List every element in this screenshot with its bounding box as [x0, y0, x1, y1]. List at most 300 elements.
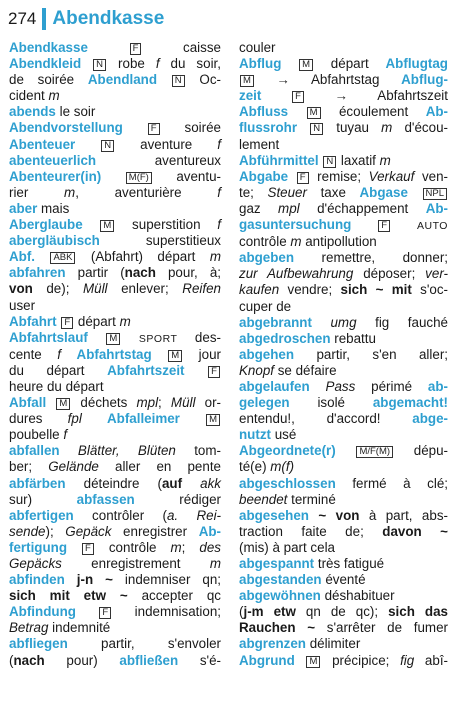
grammar-tag: M — [56, 398, 70, 410]
bold-phrase: Rauchen ~ — [239, 620, 316, 636]
definition-text: aventu- — [152, 168, 221, 184]
definition-text: mais — [37, 200, 70, 216]
headword: Abführmittel — [239, 152, 319, 168]
definition-text — [309, 508, 318, 523]
headword: Abgrund — [239, 652, 295, 668]
bold-phrase: davon ~ — [382, 523, 448, 539]
headword: abgedroschen — [239, 330, 331, 346]
dictionary-line — [9, 281, 221, 297]
definition-text — [46, 395, 55, 410]
italic-label: m — [170, 539, 182, 555]
definition-text: départ — [314, 56, 386, 72]
headword: fertigung — [9, 539, 68, 555]
dictionary-line — [239, 653, 448, 669]
italic-label: ver- — [425, 266, 448, 282]
headword: Abfall — [9, 395, 47, 411]
definition-text — [121, 330, 139, 345]
italic-label: Blätter, Blüten — [77, 443, 176, 459]
dictionary-line — [239, 540, 448, 556]
italic-label: f — [155, 56, 160, 72]
headword: abgespannt — [239, 556, 315, 571]
definition-text — [185, 363, 208, 378]
dictionary-line — [239, 104, 448, 120]
headword: Abendvorstellung — [9, 120, 123, 136]
italic-label: a. Rei- — [166, 507, 221, 523]
dictionary-line — [239, 266, 448, 282]
italic-label: zur Aufbewahrung — [239, 266, 354, 282]
definition-text: s'arrêter de fumer — [315, 620, 448, 636]
dictionary-line — [239, 40, 448, 56]
page-title: Abendkasse — [52, 8, 165, 29]
definition-text — [336, 443, 356, 458]
definition-text — [88, 40, 129, 55]
italic-label: fpl — [67, 411, 82, 427]
definition-text — [310, 379, 326, 394]
bold-phrase: j-n ~ — [76, 572, 113, 588]
dictionary-line — [9, 249, 221, 265]
dictionary-line — [239, 604, 448, 620]
definition-text: sur) — [9, 491, 77, 507]
definition-text: pour, à; — [155, 265, 221, 281]
definition-text — [83, 217, 100, 232]
dictionary-line — [239, 459, 448, 475]
dictionary-line — [239, 282, 448, 298]
definition-text: ven- — [414, 168, 448, 184]
headword: abfallen — [9, 443, 60, 459]
italic-label: f — [217, 184, 222, 200]
dictionary-line — [9, 265, 221, 281]
definition-text: de soirée — [9, 72, 88, 88]
grammar-tag: F — [297, 172, 309, 184]
definition-text: ; — [158, 395, 171, 411]
definition-text: s'oc- — [411, 282, 448, 298]
definition-text — [391, 217, 417, 232]
headword: flussrohr — [239, 120, 298, 136]
grammar-tag: M(F) — [126, 172, 152, 184]
definition-text — [101, 169, 125, 184]
definition-text: le soir — [55, 104, 96, 120]
grammar-tag: N — [323, 156, 336, 168]
definition-text: partir, s'en aller; — [294, 346, 448, 362]
grammar-tag: ABK — [50, 252, 75, 264]
headword: Abgabe — [239, 168, 289, 184]
italic-label: sende — [9, 523, 46, 539]
definition-text — [180, 411, 205, 426]
dictionary-line — [239, 137, 448, 153]
headword: abfärben — [9, 475, 66, 491]
definition-text: superstition — [115, 217, 218, 233]
dictionary-line — [239, 331, 448, 347]
definition-text: soirée — [160, 120, 221, 136]
dictionary-line — [239, 620, 448, 636]
dictionary-line — [9, 153, 221, 169]
dictionary-line — [239, 315, 448, 331]
dictionary-line — [9, 620, 221, 636]
subject-label: AUTO — [417, 220, 448, 233]
definition-text: usé — [270, 427, 297, 443]
italic-label: mpl — [278, 200, 300, 216]
italic-label: Reifen — [182, 281, 221, 297]
definition-text: fermé à clé; — [335, 475, 448, 491]
grammar-tag: NPL — [423, 188, 447, 200]
dictionary-line — [239, 153, 448, 169]
definition-text: antipollution — [301, 234, 377, 250]
dictionary-line — [239, 120, 448, 136]
headword: Abgase — [359, 184, 408, 200]
definition-text: des- — [177, 329, 221, 345]
grammar-tag: M — [206, 414, 220, 426]
definition-text: de); — [32, 281, 83, 297]
grammar-tag: M — [100, 220, 114, 232]
headword: Abfahrtszeit — [107, 362, 185, 378]
definition-text: terminé — [287, 491, 336, 507]
definition-text: accepter qc — [127, 588, 221, 604]
dictionary-line — [9, 330, 221, 347]
definition-text: précipice; — [321, 652, 401, 668]
italic-label: Betrag — [9, 620, 49, 636]
definition-text: rier — [9, 184, 65, 200]
definition-text: cuper de — [239, 298, 292, 314]
dictionary-line — [239, 636, 448, 652]
definition-text: indemniser qn; — [112, 572, 221, 588]
dictionary-line — [9, 379, 221, 395]
dictionary-line — [239, 524, 448, 540]
dictionary-line — [239, 427, 448, 443]
definition-text: → Abfahrtstag — [254, 72, 402, 88]
grammar-tag: N — [93, 59, 106, 71]
headword: Abfahrt — [9, 313, 57, 329]
headword: Abfalleimer — [106, 411, 180, 427]
definition-text: déposer; — [353, 266, 426, 282]
dictionary-line — [9, 604, 221, 620]
dictionary-line — [9, 653, 221, 669]
headword: Abenteurer(in) — [9, 168, 102, 184]
definition-text — [351, 217, 377, 232]
definition-text: rédiger — [134, 491, 221, 507]
headword: Abendkasse — [9, 40, 88, 55]
dictionary-line — [239, 72, 448, 88]
headword: abfliegen — [9, 636, 68, 652]
headword: abgehen — [239, 346, 295, 362]
dictionary-line — [9, 88, 221, 104]
page-number: 274 — [8, 9, 37, 28]
italic-label: m — [209, 556, 221, 571]
definition-text — [408, 185, 422, 200]
dictionary-line — [9, 492, 221, 508]
definition-text: gaz — [239, 200, 279, 216]
left-column — [9, 40, 221, 669]
dictionary-line — [9, 540, 221, 556]
italic-label: mpl — [136, 395, 159, 411]
definition-text: té(e) — [239, 459, 271, 475]
definition-text: du départ — [9, 362, 108, 378]
dictionary-line — [239, 299, 448, 315]
definition-text — [75, 137, 100, 152]
definition-text: très fatigué — [314, 556, 385, 571]
definition-text: → Abfahrtszeit — [304, 88, 448, 104]
definition-text — [82, 411, 107, 426]
definition-text: remise; — [309, 168, 369, 184]
definition-text: d'échappement — [299, 200, 426, 216]
bold-phrase: sich das — [388, 604, 448, 620]
headword: Abfindung — [9, 604, 76, 620]
dictionary-line — [9, 588, 221, 604]
dictionary-line — [9, 298, 221, 314]
dictionary-line — [9, 459, 221, 475]
grammar-tag: M — [168, 350, 182, 362]
bold-phrase: j-m etw — [243, 604, 296, 620]
headword: abgemacht! — [372, 395, 448, 411]
grammar-tag: F — [82, 543, 94, 555]
definition-text: ; — [181, 539, 200, 555]
bold-phrase: nach — [124, 265, 156, 281]
dictionary-line — [239, 56, 448, 72]
definition-text — [319, 153, 323, 168]
definition-text: superstitieux — [99, 233, 221, 249]
definition-text: délimiter — [305, 636, 361, 652]
right-column — [239, 40, 448, 669]
headword: Abfahrtslauf — [9, 329, 88, 345]
dictionary-line — [9, 137, 221, 153]
italic-label: m(f) — [270, 459, 295, 475]
definition-text: enlever; — [107, 281, 183, 297]
definition-text: couler — [239, 40, 276, 55]
definition-text: se défaire — [274, 362, 337, 378]
definition-text — [312, 315, 331, 330]
definition-text: partir ( — [65, 265, 125, 281]
definition-text: remettre, donner; — [294, 250, 448, 266]
grammar-tag: M — [307, 107, 321, 119]
definition-text: du soir, — [159, 56, 221, 72]
headword: Abfluss — [239, 104, 289, 120]
dictionary-line — [9, 233, 221, 249]
headword: Abendland — [87, 72, 158, 88]
dictionary-line — [239, 250, 448, 266]
definition-text — [123, 120, 147, 135]
definition-text — [60, 443, 78, 458]
dictionary-line — [239, 169, 448, 185]
definition-text: ber; — [9, 459, 49, 475]
dictionary-line — [239, 492, 448, 508]
grammar-tag: F — [99, 607, 111, 619]
definition-text: cente — [9, 346, 58, 362]
dictionary-line — [239, 443, 448, 459]
definition-text: entendu!, d'accord! — [239, 411, 413, 427]
headword: abgesehen — [239, 507, 309, 523]
grammar-tag: N — [101, 140, 114, 152]
italic-label: m — [119, 313, 131, 329]
italic-label: des — [199, 539, 221, 555]
definition-text: dépu- — [394, 443, 448, 459]
definition-text: jour — [183, 346, 221, 362]
grammar-tag: F — [148, 123, 160, 135]
definition-text: robe — [107, 56, 156, 72]
definition-text — [65, 572, 77, 587]
dictionary-line — [239, 411, 448, 427]
italic-label: beendet — [239, 491, 288, 507]
grammar-tag: F — [292, 91, 304, 103]
grammar-tag: N — [310, 123, 323, 135]
definition-text: Oc- — [185, 72, 221, 88]
headword: zeit — [239, 88, 262, 104]
headword: Abfahrtstag — [76, 346, 152, 362]
dictionary-line — [239, 556, 448, 572]
definition-text — [295, 653, 306, 668]
dictionary-line — [239, 572, 448, 588]
italic-label: Steuer — [267, 184, 307, 200]
definition-text — [81, 56, 92, 71]
italic-label: m — [381, 120, 393, 136]
definition-text: ( — [9, 652, 14, 668]
definition-text — [88, 330, 106, 345]
subject-label: SPORT — [138, 332, 178, 345]
headword: Aberglaube — [9, 217, 83, 233]
dictionary-line — [9, 314, 221, 330]
definition-text: départ — [74, 313, 120, 329]
dictionary-line — [9, 201, 221, 217]
italic-label: fig — [400, 652, 415, 668]
italic-label: m — [379, 152, 391, 168]
definition-text: poubelle — [9, 427, 64, 443]
definition-text: user — [9, 297, 36, 313]
dictionary-line — [9, 395, 221, 411]
definition-text — [288, 104, 305, 119]
dictionary-line — [9, 56, 221, 72]
headword: gasuntersuchung — [239, 217, 352, 233]
definition-text: aller en pente — [98, 459, 221, 475]
definition-text: d'écou- — [392, 120, 448, 136]
headword: abgrenzen — [239, 636, 306, 652]
definition-text: aventureux — [96, 152, 221, 168]
headword: Abflugtag — [385, 56, 448, 72]
headword: abgewöhnen — [239, 588, 321, 604]
grammar-tag: M/F(M) — [356, 446, 393, 458]
headword: abends — [9, 104, 56, 120]
italic-label: Knopf — [239, 362, 274, 378]
definition-text: partir, s'envoler — [67, 636, 221, 652]
definition-text: contrôle — [239, 234, 291, 250]
definition-text: pour) — [44, 652, 120, 668]
grammar-tag: M — [306, 656, 320, 668]
dictionary-line — [239, 363, 448, 379]
grammar-tag: M — [240, 75, 254, 87]
definition-text: s'é- — [178, 652, 221, 668]
dictionary-line — [9, 40, 221, 56]
definition-text — [281, 56, 298, 71]
definition-text: laxatif — [337, 152, 380, 168]
definition-text: déchets — [71, 395, 137, 411]
headword: Ab- — [425, 200, 448, 216]
dictionary-line — [239, 347, 448, 363]
italic-label: Verkauf — [368, 168, 415, 184]
bold-phrase: sich mit etw ~ — [9, 588, 128, 604]
dictionary-line — [239, 476, 448, 492]
definition-text: dures — [9, 411, 68, 427]
headword: Abendkleid — [9, 56, 82, 72]
definition-text: ( — [239, 604, 244, 620]
dictionary-line — [9, 72, 221, 88]
italic-label: m — [209, 249, 221, 265]
bold-phrase: von — [9, 281, 33, 297]
grammar-tag: F — [208, 366, 220, 378]
italic-label: m — [64, 184, 76, 200]
definition-text — [157, 72, 171, 87]
definition-text — [76, 604, 98, 619]
dictionary-line — [239, 201, 448, 217]
dictionary-line — [9, 217, 221, 233]
headword: Abf. — [9, 249, 36, 265]
headword: abergläubisch — [9, 233, 100, 249]
definition-text: qn de qc); — [295, 604, 389, 620]
definition-text: (Abfahrt) départ — [76, 249, 210, 265]
definition-text — [61, 347, 77, 362]
headword: abgeben — [239, 250, 295, 266]
definition-text: enregistrement — [61, 556, 210, 571]
dictionary-line — [239, 588, 448, 604]
headword: abge- — [412, 411, 448, 427]
headword: ab- — [427, 378, 448, 394]
italic-label: Müll — [170, 395, 196, 411]
headword: abgestanden — [239, 572, 322, 588]
dictionary-line — [9, 427, 221, 443]
definition-text — [288, 169, 296, 184]
dictionary-line — [9, 185, 221, 201]
dictionary-line — [9, 120, 221, 136]
dictionary-line — [9, 524, 221, 540]
headword: abfahren — [9, 265, 66, 281]
definition-text — [152, 347, 168, 362]
definition-text: à part, abs- — [359, 507, 448, 523]
dictionary-line — [9, 443, 221, 459]
dictionary-line — [239, 217, 448, 234]
definition-text: écoulement — [321, 104, 426, 120]
dictionary-line — [239, 88, 448, 104]
dictionary-line — [9, 508, 221, 524]
definition-text: tom- — [175, 443, 221, 459]
italic-label: Gepäcks — [9, 556, 62, 571]
definition-text: déteindre ( — [65, 475, 162, 491]
italic-label: kaufen — [239, 282, 280, 298]
definition-text: rebattu — [330, 330, 376, 346]
definition-text: enregistrer — [111, 523, 199, 539]
page-header — [8, 4, 164, 34]
definition-text: déshabituer — [320, 588, 395, 604]
definition-text — [182, 476, 200, 491]
italic-label: Gelände — [48, 459, 99, 475]
definition-text: fig fauché — [356, 314, 448, 330]
italic-label: f — [63, 427, 68, 443]
headword: Abgeordnete(r) — [239, 443, 336, 459]
italic-label: f — [57, 346, 62, 362]
bold-phrase: nach — [13, 652, 45, 668]
bold-phrase: sich ~ mit — [340, 282, 412, 298]
dictionary-line — [9, 104, 221, 120]
headword: abgebrannt — [239, 314, 312, 330]
italic-label: Gepäck — [65, 523, 112, 539]
headword: abfertigen — [9, 507, 74, 523]
italic-label: umg — [330, 314, 357, 330]
grammar-tag: F — [378, 220, 390, 232]
headword: abfinden — [9, 572, 65, 588]
definition-text: traction faite de; — [239, 523, 383, 539]
dictionary-line — [9, 411, 221, 427]
definition-text — [261, 88, 291, 103]
grammar-tag: M — [299, 59, 313, 71]
definition-text: éventé — [321, 572, 366, 588]
headword: Ab- — [425, 104, 448, 120]
dictionary-line — [9, 347, 221, 363]
definition-text: tuyau — [324, 120, 382, 136]
